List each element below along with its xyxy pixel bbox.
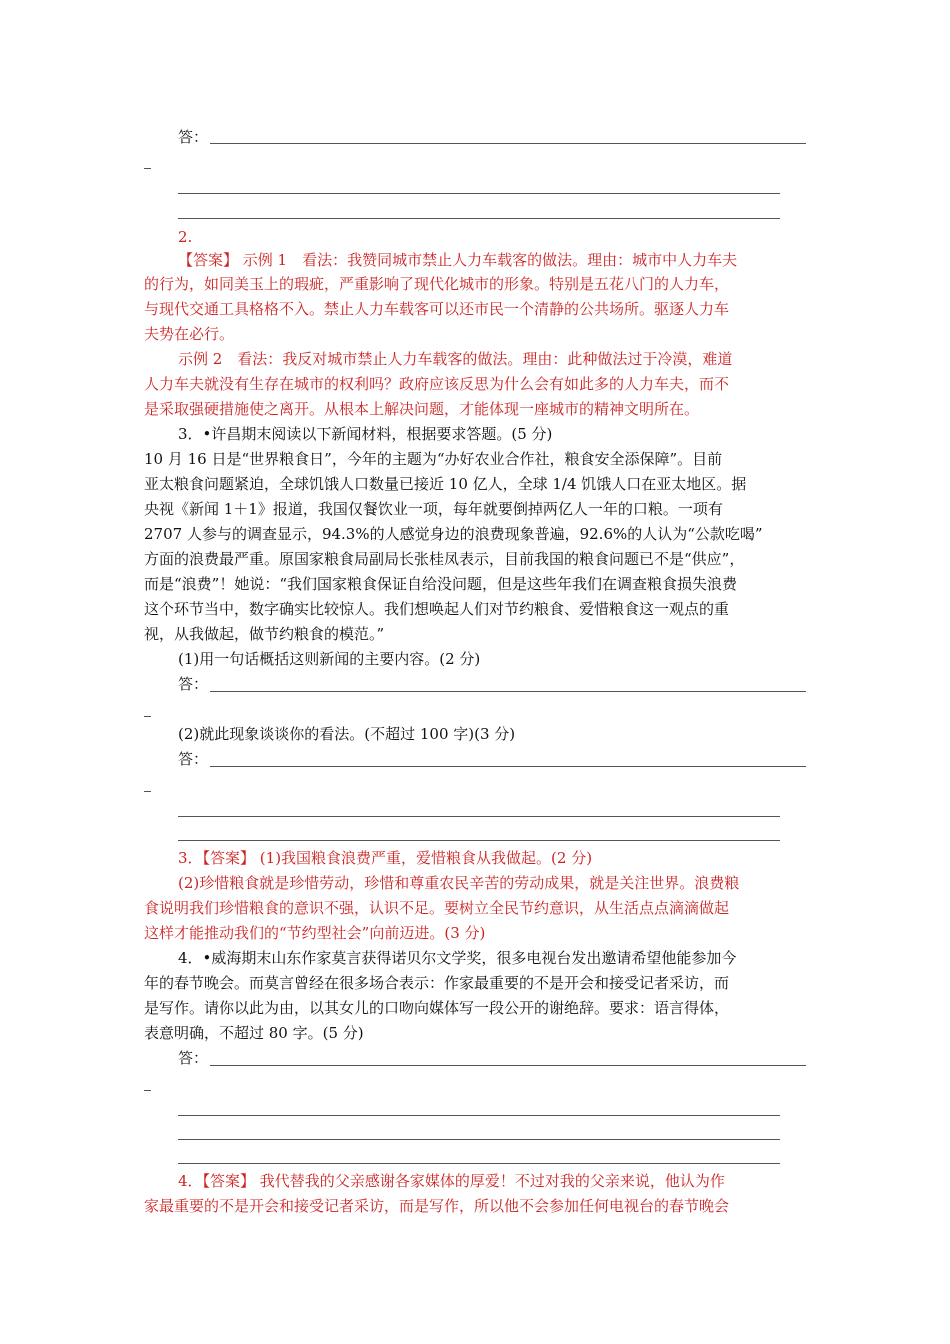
answer-rule[interactable] (210, 691, 806, 692)
answer-rule[interactable] (178, 1163, 780, 1164)
answer-label-q3-1: 答： (178, 675, 209, 693)
q2-answer-number: 2. (178, 228, 193, 246)
q3-text-line: 亚太粮食问题紧迫，全球饥饿人口数量已接近 10 亿人，全球 1/4 饥饿人口在亚太地区。据 (144, 475, 747, 493)
q3-answer-line: 3．【答案】 (1)我国粮食浪费严重，爱惜粮食从我做起。(2 分) (178, 849, 593, 867)
q3-text-line: 视，从我做起，做节约粮食的模范。” (144, 625, 385, 643)
q2-answer-line: 人力车夫就没有生存在城市的权利吗？政府应该反思为什么会有如此多的人力车夫，而不 (144, 375, 730, 393)
answer-rule[interactable] (178, 816, 780, 817)
q3-answer-line: 这样才能推动我们的“节约型社会”向前迈进。(3 分) (144, 924, 486, 942)
q3-answer-line: 食说明我们珍惜粮食的意识不强，认识不足。要树立全民节约意识，从生活点点滴滴做起 (144, 899, 730, 917)
q4-answer-line: 4．【答案】 我代替我的父亲感谢各家媒体的厚爱！不过对我的父亲来说，他认为作 (178, 1172, 725, 1190)
rule-dash (144, 791, 151, 792)
q2-answer-line: 与现代交通工具格格不入。禁止人力车载客可以还市民一个清静的公共场所。驱逐人力车 (144, 300, 730, 318)
q3-text-line: 而是“浪费”！她说：“我们国家粮食保证自给没问题，但是这些年我们在调查粮食损失浪费 (144, 575, 738, 593)
q3-intro: 3．•许昌期末阅读以下新闻材料，根据要求答题。(5 分) (178, 425, 553, 443)
q2-answer-line: 夫势在必行。 (144, 325, 235, 343)
q4-text-line: 年的春节晚会。而莫言曾经在很多场合表示：作家最重要的不是开会和接受记者采访，而 (144, 974, 730, 992)
q2-answer-line: 是采取强硬措施使之离开。从根本上解决问题，才能体现一座城市的精神文明所在。 (144, 400, 700, 418)
q4-text-line: 是写作。请你以此为由，以其女儿的口吻向媒体写一段公开的谢绝辞。要求：语言得体， (144, 999, 730, 1017)
answer-rule[interactable] (178, 1115, 780, 1116)
answer-rule[interactable] (210, 1065, 806, 1066)
q4-answer-line: 家最重要的不是开会和接受记者采访，而是写作，所以他不会参加任何电视台的春节晚会 (144, 1197, 730, 1215)
q3-text-line: 这个环节当中，数字确实比较惊人。我们想唤起人们对节约粮食、爱惜粮食这一观点的重 (144, 600, 730, 618)
q3-subquestion-1: (1)用一句话概括这则新闻的主要内容。(2 分) (178, 650, 481, 668)
q4-text-line: 4．•威海期末山东作家莫言获得诺贝尔文学奖，很多电视台发出邀请希望他能参加今 (178, 949, 737, 967)
q2-answer-line: 的行为，如同美玉上的瑕疵，严重影响了现代化城市的形象。特别是五花八门的人力车， (144, 275, 730, 293)
answer-rule[interactable] (210, 143, 806, 144)
answer-rule[interactable] (178, 840, 780, 841)
rule-dash (144, 716, 151, 717)
answer-rule[interactable] (210, 766, 806, 767)
answer-label-q4: 答： (178, 1049, 209, 1067)
answer-rule[interactable] (178, 218, 780, 219)
rule-dash (144, 1090, 151, 1091)
q4-text-line: 表意明确，不超过 80 字。(5 分) (144, 1024, 364, 1042)
q2-answer-line: 示例 2 看法：我反对城市禁止人力车载客的做法。理由：此种做法过于冷漠，难道 (178, 350, 733, 368)
rule-dash (144, 168, 151, 169)
q3-text-line: 2707 人参与的调查显示，94.3%的人感觉身边的浪费现象普遍，92.6%的人认为“公款吃喝” (144, 525, 763, 543)
answer-rule[interactable] (178, 193, 780, 194)
answer-label-1: 答： (178, 128, 209, 146)
q3-text-line: 10 月 16 日是“世界粮食日”，今年的主题为“办好农业合作社，粮食安全添保障”。目前 (144, 450, 723, 468)
q3-text-line: 方面的浪费最严重。原国家粮食局副局长张桂凤表示，目前我国的粮食问题已不是“供应”， (144, 550, 745, 568)
q3-answer-line: (2)珍惜粮食就是珍惜劳动，珍惜和尊重农民辛苦的劳动成果，就是关注世界。浪费粮 (178, 874, 740, 892)
q3-subquestion-2: (2)就此现象谈谈你的看法。(不超过 100 字)(3 分) (178, 725, 516, 743)
q3-text-line: 央视《新闻 1＋1》报道，我国仅餐饮业一项，每年就要倒掉两亿人一年的口粮。一项有 (144, 500, 723, 518)
answer-label-q3-2: 答： (178, 750, 209, 768)
q2-answer-line: 【答案】 示例 1 看法：我赞同城市禁止人力车载客的做法。理由：城市中人力车夫 (178, 251, 738, 269)
answer-rule[interactable] (178, 1139, 780, 1140)
